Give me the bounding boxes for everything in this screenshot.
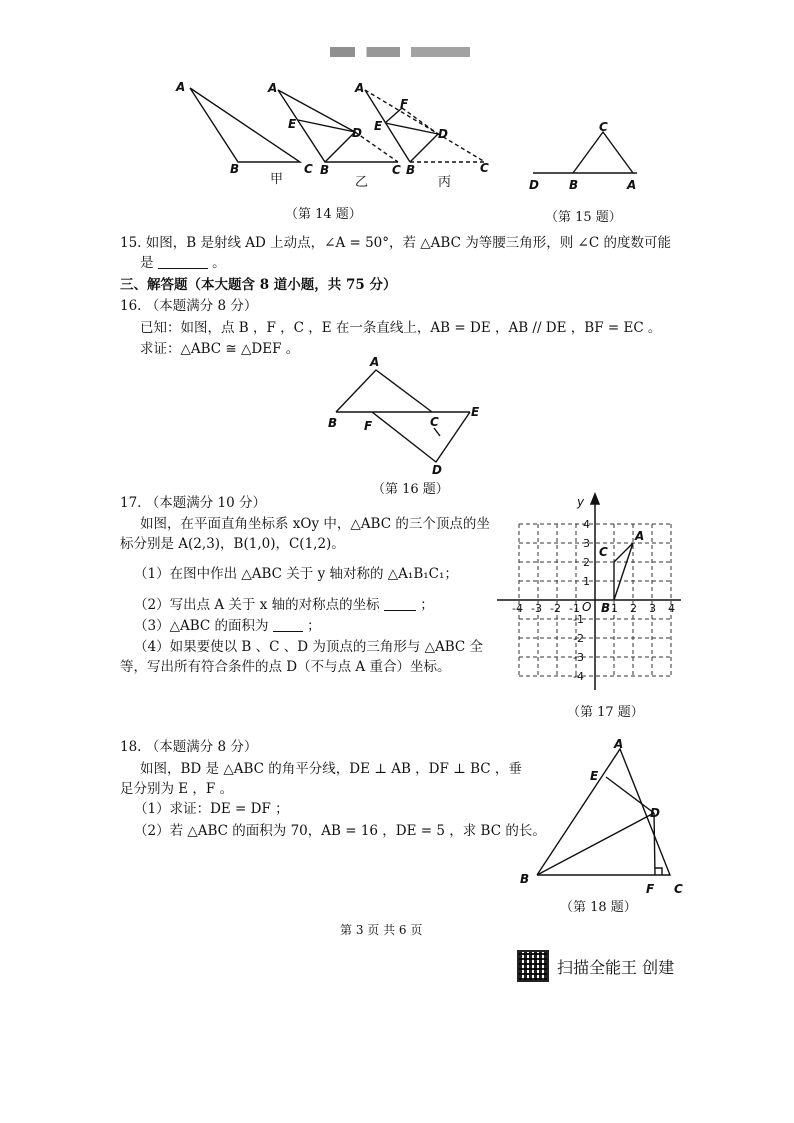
q18-intro-2: 足分别为 E ，F 。 [120,781,234,797]
q17-part-4-line2: 等，写出所有符合条件的点 D（不与点 A 重合）坐标。 [120,659,451,675]
x-tick-label: 1 [611,602,618,615]
svg-text:C: C [674,882,683,895]
x-tick-label: -3 [531,602,542,615]
figure-14 [170,78,500,193]
svg-text:E: E [471,405,480,419]
svg-text:甲: 甲 [270,172,284,187]
svg-text:B: B [569,178,579,192]
svg-text:F: F [400,97,409,111]
x-tick-label: 3 [649,602,656,615]
svg-text:C: C [392,163,401,177]
svg-text:A: A [635,529,645,543]
q17-part-2-blank [384,596,416,611]
svg-text:E: E [374,119,383,133]
svg-text:A: A [355,81,365,95]
svg-text:E: E [288,117,297,131]
svg-text:A: A [627,178,637,192]
watermark-text: 扫描全能王 创建 [557,958,675,977]
figure-15 [525,118,655,198]
q17-part-4-line1: （4）如果要使以 B 、C 、D 为顶点的三角形与 △ABC 全 [134,639,484,655]
svg-text:y: y [577,495,585,509]
svg-text:C: C [430,415,439,429]
svg-text:C: C [599,120,608,134]
svg-text:O: O [582,600,592,614]
y-tick-label: -4 [573,670,584,683]
svg-text:B: B [520,872,530,886]
x-tick-label: -2 [550,602,561,615]
q18-intro-1: 如图，BD 是 △ABC 的角平分线，DE ⊥ AB ，DF ⊥ BC ，垂 [140,761,522,777]
y-tick-label: 1 [583,575,590,588]
svg-text:A: A [370,355,380,369]
svg-text:E: E [590,769,599,783]
fig15-caption: （第 15 题） [545,210,622,225]
q17-part-3: （3）△ABC 的面积为 ； [134,618,321,634]
q17-heading: 17. （本题满分 10 分） [120,495,267,511]
q17-intro-2: 标分别是 A(2,3)，B(1,0)，C(1,2)。 [120,536,345,552]
svg-text:D: D [432,463,442,475]
q17-intro-1: 如图，在平面直角坐标系 xOy 中，△ABC 的三个顶点的坐 [140,516,490,532]
svg-text:D: D [650,806,660,820]
x-tick-label: 4 [668,602,675,615]
svg-text:乙: 乙 [355,175,369,190]
svg-text:B: B [320,163,330,177]
svg-text:B: B [328,416,338,430]
y-tick-label: 3 [583,537,590,550]
top-scan-strip [330,47,470,57]
x-tick-label: -4 [512,602,523,615]
svg-text:C: C [599,545,608,559]
figure-16 [320,350,495,475]
q16-heading: 16. （本题满分 8 分） [120,298,258,314]
y-tick-label: -3 [573,651,584,664]
svg-text:B: B [601,601,611,615]
fig14-caption: （第 14 题） [285,207,362,222]
y-tick-label: 2 [583,556,590,569]
q18-part-1: （1）求证：DE = DF ； [134,801,289,817]
q15-line2: 是 。 [140,255,226,271]
figure-17-coordinate-grid [495,490,685,700]
y-tick-label: -2 [573,632,584,645]
svg-text:B: B [230,162,240,176]
fig18-caption: （第 18 题） [560,900,637,915]
fig17-caption: （第 17 题） [567,705,644,720]
svg-text:F: F [646,882,655,895]
svg-text:丙: 丙 [438,175,452,190]
svg-text:F: F [364,419,373,433]
svg-text:A: A [614,737,624,751]
x-tick-label: -1 [569,602,580,615]
svg-text:D: D [438,127,448,141]
svg-text:C: C [480,161,489,175]
svg-text:B: B [406,163,416,177]
svg-text:A: A [268,81,278,95]
fig16-caption: （第 16 题） [372,482,449,497]
y-tick-label: -1 [573,613,584,626]
svg-text:D: D [529,178,539,192]
q18-part-2: （2）若 △ABC 的面积为 70，AB = 16 ，DE = 5 ，求 BC 的长。 [134,823,546,839]
qr-code-icon [517,950,549,982]
q17-part-3-blank [273,617,303,632]
q17-part-1: （1）在图中作出 △ABC 关于 y 轴对称的 △A₁B₁C₁； [134,566,458,582]
q15-line1: 15. 如图，B 是射线 AD 上动点，∠A = 50°，若 △ABC 为等腰三角形，则 ∠C 的度数可能 [120,235,671,251]
section-3-heading: 三、解答题（本大题含 8 道小题，共 75 分） [120,277,397,293]
svg-text:C: C [304,162,313,176]
q15-answer-blank [158,254,208,269]
svg-text:D: D [352,126,362,140]
y-tick-label: 4 [583,518,590,531]
q16-given: 已知：如图，点 B ，F ，C ，E 在一条直线上，AB = DE ，AB // DE ，BF = EC 。 [140,320,662,336]
figure-18 [510,735,690,895]
q17-part-2: （2）写出点 A 关于 x 轴的对称点的坐标 ； [134,597,434,613]
x-tick-label: 2 [630,602,637,615]
page-footer: 第 3 页 共 6 页 [340,923,423,937]
svg-text:A: A [176,80,186,94]
q16-prove: 求证：△ABC ≅ △DEF 。 [140,341,300,357]
q18-heading: 18. （本题满分 8 分） [120,739,258,755]
